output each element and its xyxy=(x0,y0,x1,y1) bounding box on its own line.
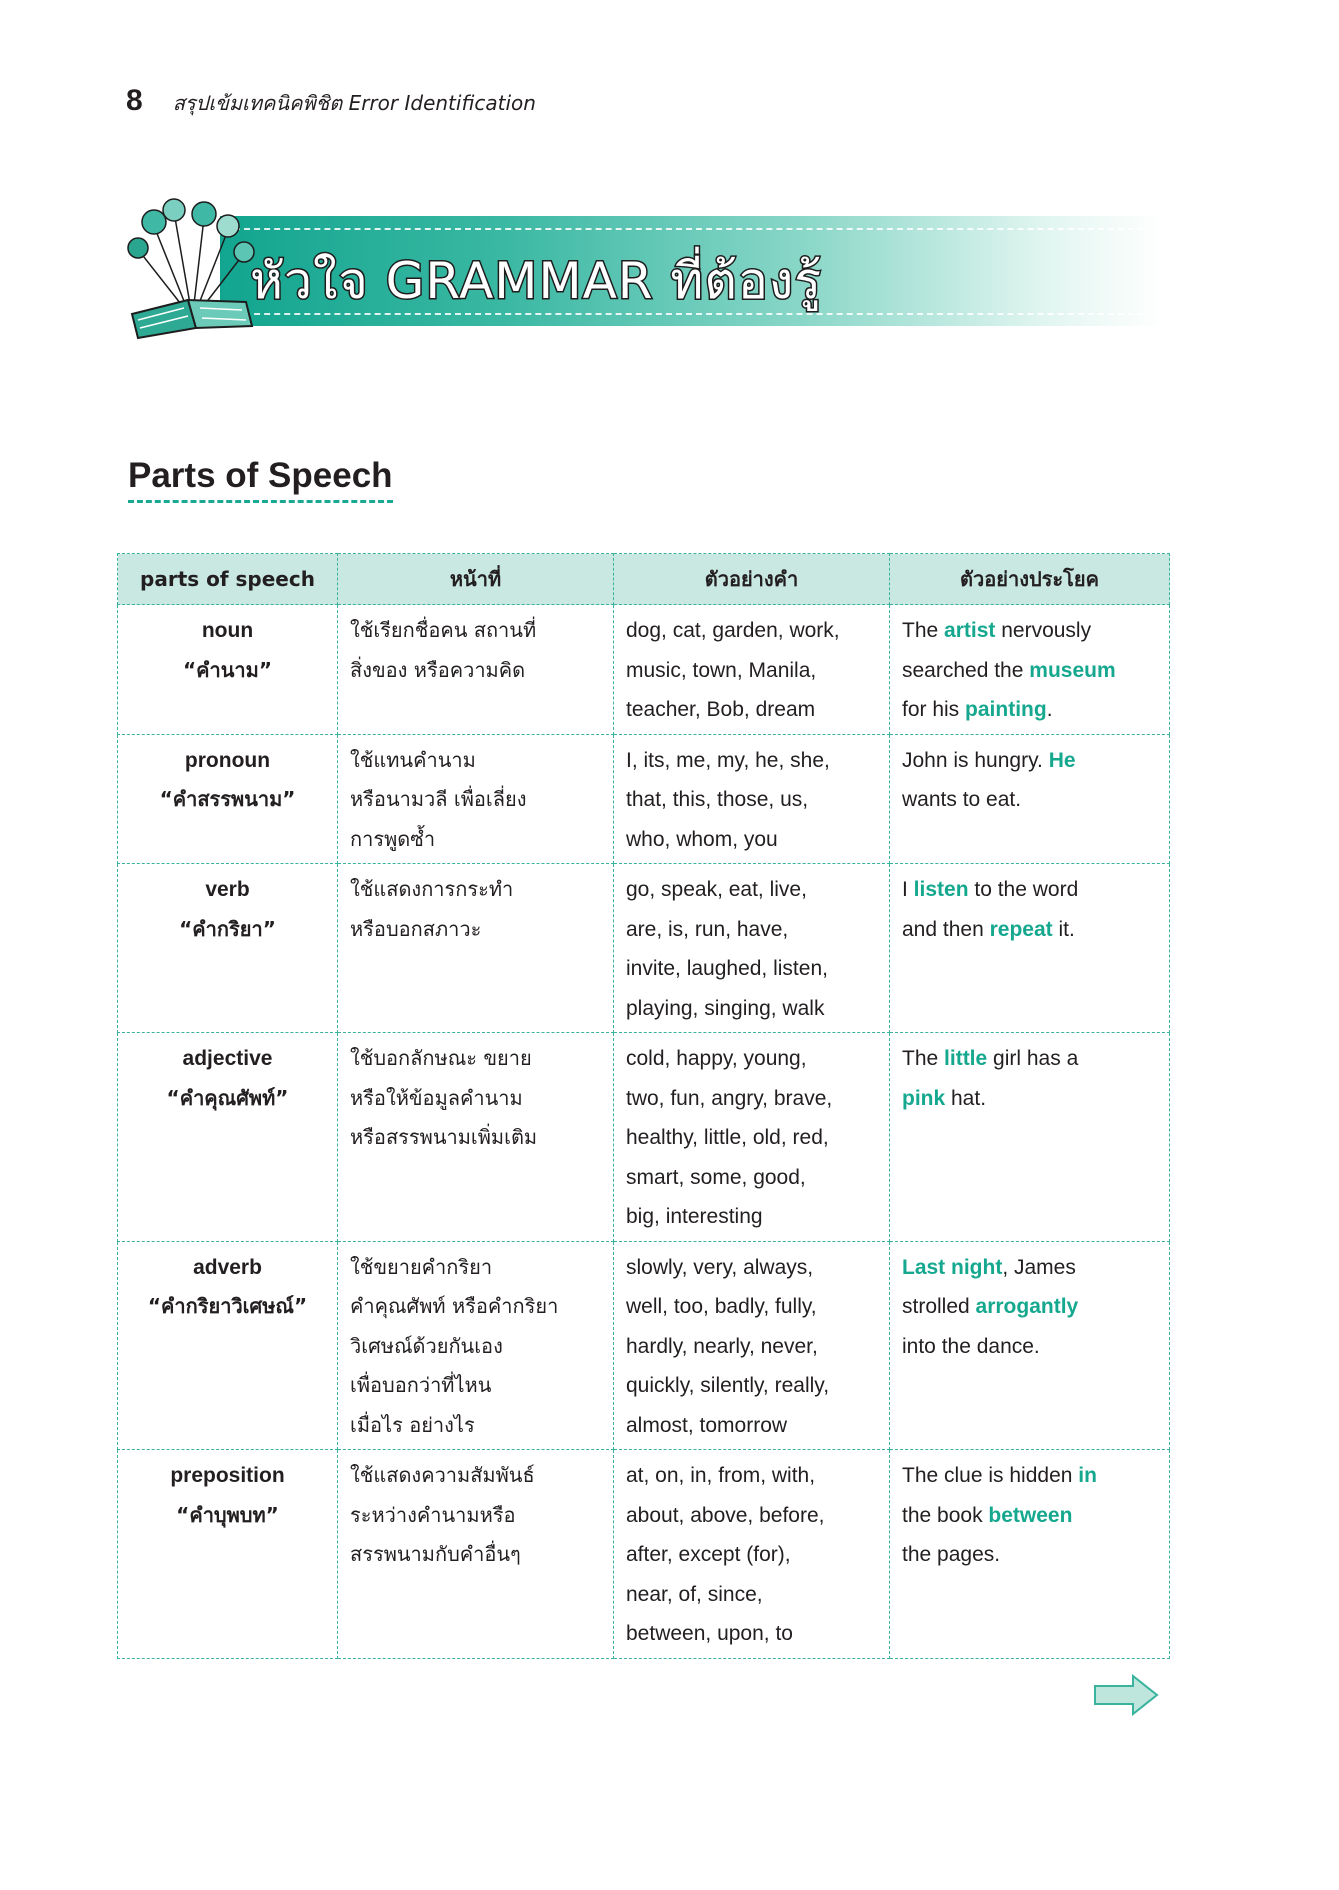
pos-thai-name: “คำบุพบท” xyxy=(176,1502,279,1527)
sentence-text: and then xyxy=(902,917,990,941)
sentence-text: it. xyxy=(1052,917,1075,941)
pos-cell xyxy=(118,864,338,1033)
parts-of-speech-table xyxy=(117,553,1170,1659)
table-row xyxy=(118,1450,1170,1659)
chapter-banner xyxy=(124,196,1168,346)
sentence-text: hat. xyxy=(945,1086,987,1110)
pos-cell xyxy=(118,734,338,864)
sentence-text: to the word xyxy=(968,878,1079,901)
sentence-cell xyxy=(890,605,1170,735)
highlighted-word: painting xyxy=(965,698,1047,721)
example-line: cold, happy, young, xyxy=(626,1047,807,1070)
pos-thai-name: “คำกริยาวิเศษณ์” xyxy=(147,1294,308,1318)
sentence-text: John is hungry. xyxy=(902,748,1049,772)
highlighted-word: repeat xyxy=(989,917,1053,941)
examples-cell xyxy=(614,864,890,1033)
pos-name: adjective xyxy=(182,1047,273,1070)
pos-thai-name: “คำสรรพนาม” xyxy=(159,787,296,811)
function-line: ใช้แทนคำนาม xyxy=(350,747,476,772)
example-line: I, its, me, my, he, she, xyxy=(626,748,830,772)
sentence-text: girl has a xyxy=(987,1047,1079,1070)
pos-thai-name: “คำนาม” xyxy=(183,657,272,682)
example-line: at, on, in, from, with, xyxy=(626,1464,816,1487)
sentence-line xyxy=(902,910,1157,950)
example-line: are, is, run, have, xyxy=(626,917,789,941)
example-line: about, above, before, xyxy=(626,1503,825,1527)
banner-title: หัวใจ GRAMMAR ที่ต้องรู้ xyxy=(250,252,823,310)
pos-cell xyxy=(118,1033,338,1242)
sentence-text: searched the xyxy=(902,658,1030,682)
example-line: big, interesting xyxy=(626,1205,763,1228)
example-line: quickly, silently, really, xyxy=(626,1374,830,1397)
sentence-text: nervously xyxy=(995,619,1092,642)
sentence-cell xyxy=(890,864,1170,1033)
examples-cell xyxy=(614,1241,890,1450)
table-header-row xyxy=(118,554,1170,605)
function-cell xyxy=(338,1450,614,1659)
examples-cell xyxy=(614,1033,890,1242)
highlighted-word: arrogantly xyxy=(975,1295,1079,1318)
function-line: คำคุณศัพท์ หรือคำกริยา xyxy=(350,1294,559,1318)
function-line: การพูดซ้ำ xyxy=(350,826,436,851)
sentence-text: strolled xyxy=(902,1295,976,1318)
highlighted-word: Last night xyxy=(902,1255,1003,1279)
example-line: teacher, Bob, dream xyxy=(626,698,816,721)
pos-thai-name: “คำคุณศัพท์” xyxy=(166,1085,289,1110)
sentence-line xyxy=(902,651,1157,691)
pos-name: verb xyxy=(205,878,250,901)
pos-cell xyxy=(118,1241,338,1450)
arrow-right-icon[interactable] xyxy=(1093,1674,1159,1716)
examples-cell xyxy=(614,734,890,864)
sentence-line xyxy=(902,741,1157,781)
sentence-line xyxy=(902,1039,1157,1079)
highlighted-word: little xyxy=(944,1047,988,1070)
column-header: หน้าที่ xyxy=(338,554,614,605)
function-line: เมื่อไร อย่างไร xyxy=(350,1412,475,1437)
sentence-cell xyxy=(890,1241,1170,1450)
highlighted-word: listen xyxy=(913,878,969,901)
table-body xyxy=(118,605,1170,1659)
sentence-text: The xyxy=(902,1047,945,1070)
function-line: หรือนามวลี เพื่อเลี่ยง xyxy=(350,787,527,811)
section-title: Parts of Speech xyxy=(128,456,393,503)
sentence-text: into the dance. xyxy=(902,1334,1040,1358)
sentence-line xyxy=(902,1327,1157,1367)
running-title: สรุปเข้มเทคนิคพิชิต Error Identification xyxy=(172,91,536,115)
function-line: สรรพนามกับคำอื่นๆ xyxy=(350,1542,521,1566)
function-line: ใช้แสดงความสัมพันธ์ xyxy=(350,1463,535,1487)
pos-cell xyxy=(118,605,338,735)
sentence-cell xyxy=(890,1450,1170,1659)
sentence-line xyxy=(902,690,1157,730)
example-line: smart, some, good, xyxy=(626,1165,806,1189)
example-line: between, upon, to xyxy=(626,1622,793,1645)
example-line: who, whom, you xyxy=(626,827,778,851)
highlighted-word: He xyxy=(1048,748,1076,772)
function-line: ใช้แสดงการกระทำ xyxy=(350,877,514,901)
function-cell xyxy=(338,734,614,864)
pos-name: pronoun xyxy=(184,748,271,772)
sentence-line xyxy=(902,1287,1157,1327)
highlighted-word: museum xyxy=(1029,658,1116,682)
highlighted-word: artist xyxy=(944,619,996,642)
function-cell xyxy=(338,605,614,735)
table-row xyxy=(118,605,1170,735)
function-line: หรือให้ข้อมูลคำนาม xyxy=(350,1085,523,1110)
sentence-text: The xyxy=(902,619,945,642)
sentence-line xyxy=(902,780,1157,820)
highlighted-word: between xyxy=(988,1503,1073,1527)
function-line: ระหว่างคำนามหรือ xyxy=(350,1502,516,1527)
function-line: เพื่อบอกว่าที่ไหน xyxy=(350,1373,492,1397)
column-header: parts of speech xyxy=(118,554,338,605)
pos-thai-name: “คำกริยา” xyxy=(179,916,276,941)
sentence-line xyxy=(902,1535,1157,1575)
sentence-line xyxy=(902,1248,1157,1288)
example-line: invite, laughed, listen, xyxy=(626,957,828,980)
sentence-text: the pages. xyxy=(902,1543,1001,1566)
function-line: ใช้เรียกชื่อคน สถานที่ xyxy=(350,618,537,642)
example-line: that, this, those, us, xyxy=(626,788,809,811)
sentence-text: . xyxy=(1046,698,1053,721)
sentence-line xyxy=(902,611,1157,651)
sentence-text: wants to eat. xyxy=(902,788,1022,811)
function-line: วิเศษณ์ด้วยกันเอง xyxy=(350,1333,503,1358)
function-cell xyxy=(338,864,614,1033)
sentence-line xyxy=(902,1079,1157,1119)
page-header xyxy=(126,84,536,128)
pos-name: preposition xyxy=(170,1464,285,1487)
example-line: go, speak, eat, live, xyxy=(626,878,807,901)
example-line: well, too, badly, fully, xyxy=(626,1295,817,1318)
function-line: หรือบอกสภาวะ xyxy=(350,916,482,941)
table-row xyxy=(118,1033,1170,1242)
table-row xyxy=(118,864,1170,1033)
sentence-cell xyxy=(890,1033,1170,1242)
example-line: two, fun, angry, brave, xyxy=(626,1086,833,1110)
example-line: almost, tomorrow xyxy=(626,1413,788,1437)
example-line: near, of, since, xyxy=(626,1582,763,1606)
table-row xyxy=(118,1241,1170,1450)
example-line: hardly, nearly, never, xyxy=(626,1334,818,1358)
pos-cell xyxy=(118,1450,338,1659)
function-cell xyxy=(338,1033,614,1242)
pos-name: noun xyxy=(201,619,254,642)
example-line: dog, cat, garden, work, xyxy=(626,619,840,642)
banner-dash-top xyxy=(234,228,1144,230)
function-cell xyxy=(338,1241,614,1450)
sentence-text: the book xyxy=(902,1503,989,1527)
examples-cell xyxy=(614,605,890,735)
sentence-line xyxy=(902,1456,1157,1496)
sentence-line xyxy=(902,1496,1157,1536)
examples-cell xyxy=(614,1450,890,1659)
example-line: music, town, Manila, xyxy=(626,658,817,682)
page-number: 8 xyxy=(126,84,143,117)
highlighted-word: in xyxy=(1078,1464,1097,1487)
table-row xyxy=(118,734,1170,864)
sentence-text: , James xyxy=(1002,1255,1076,1279)
pos-name: adverb xyxy=(193,1255,262,1279)
function-line: หรือสรรพนามเพิ่มเติม xyxy=(350,1125,538,1149)
column-header: ตัวอย่างคำ xyxy=(614,554,890,605)
example-line: playing, singing, walk xyxy=(626,996,825,1020)
highlighted-word: pink xyxy=(902,1086,946,1110)
function-line: ใช้ขยายคำกริยา xyxy=(350,1254,493,1279)
sentence-text: The clue is hidden xyxy=(902,1464,1079,1487)
function-line: ใช้บอกลักษณะ ขยาย xyxy=(350,1046,532,1070)
sentence-text: I xyxy=(902,878,914,901)
example-line: after, except (for), xyxy=(626,1543,791,1566)
example-line: slowly, very, always, xyxy=(626,1255,814,1279)
sentence-text: for his xyxy=(902,698,966,721)
sentence-cell xyxy=(890,734,1170,864)
function-line: สิ่งของ หรือความคิด xyxy=(350,657,526,682)
sentence-line xyxy=(902,870,1157,910)
example-line: healthy, little, old, red, xyxy=(626,1126,829,1149)
column-header: ตัวอย่างประโยค xyxy=(890,554,1170,605)
